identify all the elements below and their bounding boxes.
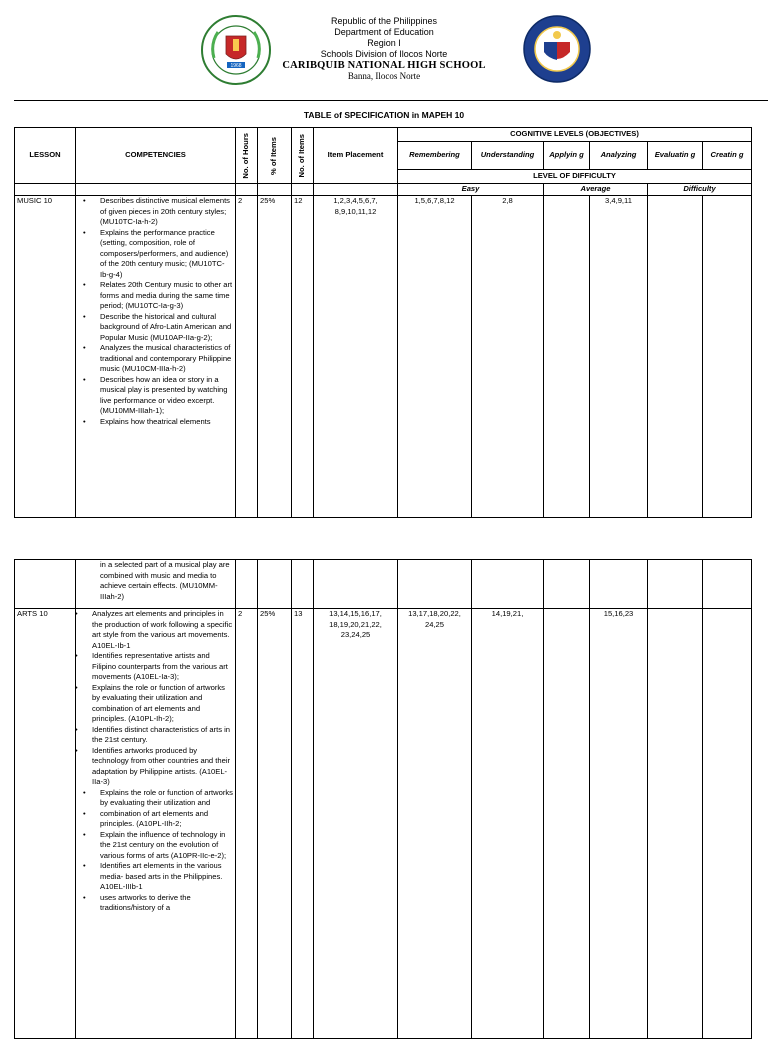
percent-music: 25%: [258, 196, 292, 518]
remembering-music: 1,5,6,7,8,12: [398, 196, 472, 518]
deped-seal-icon: [522, 14, 592, 84]
list-item: • Describes how an idea or story in a musical play is presented by watching live performance or video excerpt. (MU10MM-IIIah-1);: [92, 375, 233, 417]
list-item: • Identifies distinct characteristics of arts in the 21st century.: [84, 725, 233, 746]
placement-arts: 13,14,15,16,17, 18,19,20,21,22, 23,24,25: [314, 609, 398, 1039]
header-line-3: Region I: [367, 38, 401, 48]
list-item: • combination of art elements and principles. (A10PL-IIh-2;: [92, 809, 233, 830]
col-creating: Creatin g: [703, 142, 752, 170]
col-hours: No. of Hours: [236, 128, 258, 184]
list-item: • Identifies artworks produced by technology from other countries and their adaptation by Philippine artists. (A10EL-IIa-3): [84, 746, 233, 788]
svg-text:1968: 1968: [230, 63, 242, 69]
list-item: • Analyzes the musical characteristics of traditional and contemporary Philippine music (MU10CM-IIIa-h-2): [92, 343, 233, 375]
col-items: No. of Items: [292, 128, 314, 184]
list-item: • Explains the performance practice (setting, composition, role of composers/performers, and audience) of the 20th century music; (MU10TC-Ib-g-4): [92, 228, 233, 281]
understanding-arts: 14,19,21,: [472, 609, 544, 1039]
table-row-music: [15, 196, 752, 518]
evaluating-arts: [648, 609, 703, 1039]
list-item: • uses artworks to derive the traditions/history of a: [92, 893, 233, 914]
table-row-music-continued: [15, 560, 752, 609]
col-placement: Item Placement: [314, 128, 398, 184]
header-line-1: Republic of the Philippines: [330, 16, 438, 26]
list-item: • Analyzes art elements and principles in the production of work following a specific art style from the various art movements. A10EL-Ib-1: [84, 609, 233, 651]
school-address: Banna, Ilocos Norte: [347, 71, 421, 81]
header-line-2: Department of Education: [334, 27, 434, 37]
col-competencies: COMPETENCIES: [76, 128, 236, 184]
items-music: 12: [292, 196, 314, 518]
list-item: • Relates 20th Century music to other art forms and media during the same time period; (MU10TC-Ia-g-3): [92, 280, 233, 312]
remembering-arts: 13,17,18,20,22, 24,25: [398, 609, 472, 1039]
tos-table-page-2: [14, 559, 752, 1039]
list-item: • Identifies representative artists and Filipino counterparts from the various art movements (A10EL-Ia-3);: [84, 651, 233, 683]
col-remembering: Remembering: [398, 142, 472, 170]
creating-music: [703, 196, 752, 518]
applying-music: [544, 196, 590, 518]
col-lesson: LESSON: [15, 128, 76, 184]
list-item: • Explains the role or function of artworks by evaluating their utilization and: [92, 788, 233, 809]
header-divider: [14, 100, 768, 101]
placement-music: 1,2,3,4,5,6,7, 8,9,10,11,12: [314, 196, 398, 518]
percent-arts: 25%: [258, 609, 292, 1039]
col-applying: Applyin g: [544, 142, 590, 170]
letterhead-text: [240, 16, 528, 82]
tos-table-page-1: [14, 127, 752, 518]
col-understanding: Understanding: [472, 142, 544, 170]
col-evaluating: Evaluatin g: [648, 142, 703, 170]
competencies-arts: [76, 609, 236, 1039]
creating-arts: [703, 609, 752, 1039]
list-item: • Explains the role or function of artworks by evaluating their utilization and combination of art elements and principles. (A10PL-Ih-2);: [84, 683, 233, 725]
table-row-arts: [15, 609, 752, 1039]
understanding-music: 2,8: [472, 196, 544, 518]
page-title: TABLE of SPECIFICATION in MAPEH 10: [303, 110, 465, 120]
items-arts: 13: [292, 609, 314, 1039]
list-item: • Describe the historical and cultural background of Afro-Latin American and Popular Music (MU10AP-IIa-g-2);: [92, 312, 233, 344]
school-name: CARIBQUIB NATIONAL HIGH SCHOOL: [282, 60, 486, 71]
analyzing-arts: 15,16,23: [590, 609, 648, 1039]
header-line-4: Schools Division of Ilocos Norte: [320, 49, 448, 59]
cognitive-levels-header: COGNITIVE LEVELS (OBJECTIVES): [398, 128, 752, 142]
easy-label: Easy: [398, 184, 544, 196]
list-item: • Explain the influence of technology in the 21st century on the evolution of various forms of arts (A10PR-IIc-e-2);: [92, 830, 233, 862]
letterhead: [0, 0, 768, 100]
col-analyzing: Analyzing: [590, 142, 648, 170]
list-item: • Describes distinctive musical elements of given pieces in 20th century styles; (MU10TC-Ia-h-2): [92, 196, 233, 228]
list-item: • Identifies art elements in the various media- based arts in the Philippines. A10EL-IIIb-1: [92, 861, 233, 893]
competencies-music: [76, 196, 236, 518]
analyzing-music: 3,4,9,11: [590, 196, 648, 518]
lesson-music: MUSIC 10: [15, 196, 76, 518]
col-percent: % of Items: [258, 128, 292, 184]
hours-arts: 2: [236, 609, 258, 1039]
difficulty-label: Difficulty: [648, 184, 752, 196]
average-label: Average: [544, 184, 648, 196]
hours-music: 2: [236, 196, 258, 518]
lesson-arts: ARTS 10: [15, 609, 76, 1039]
applying-arts: [544, 609, 590, 1039]
list-item: • Explains how theatrical elements: [92, 417, 233, 428]
evaluating-music: [648, 196, 703, 518]
level-of-difficulty-header: LEVEL OF DIFFICULTY: [398, 170, 752, 184]
competencies-music-continued: [76, 560, 236, 609]
list-item: in a selected part of a musical play are combined with music and media to achieve certain effects. (MU10MM-IIIah-2): [100, 560, 230, 601]
